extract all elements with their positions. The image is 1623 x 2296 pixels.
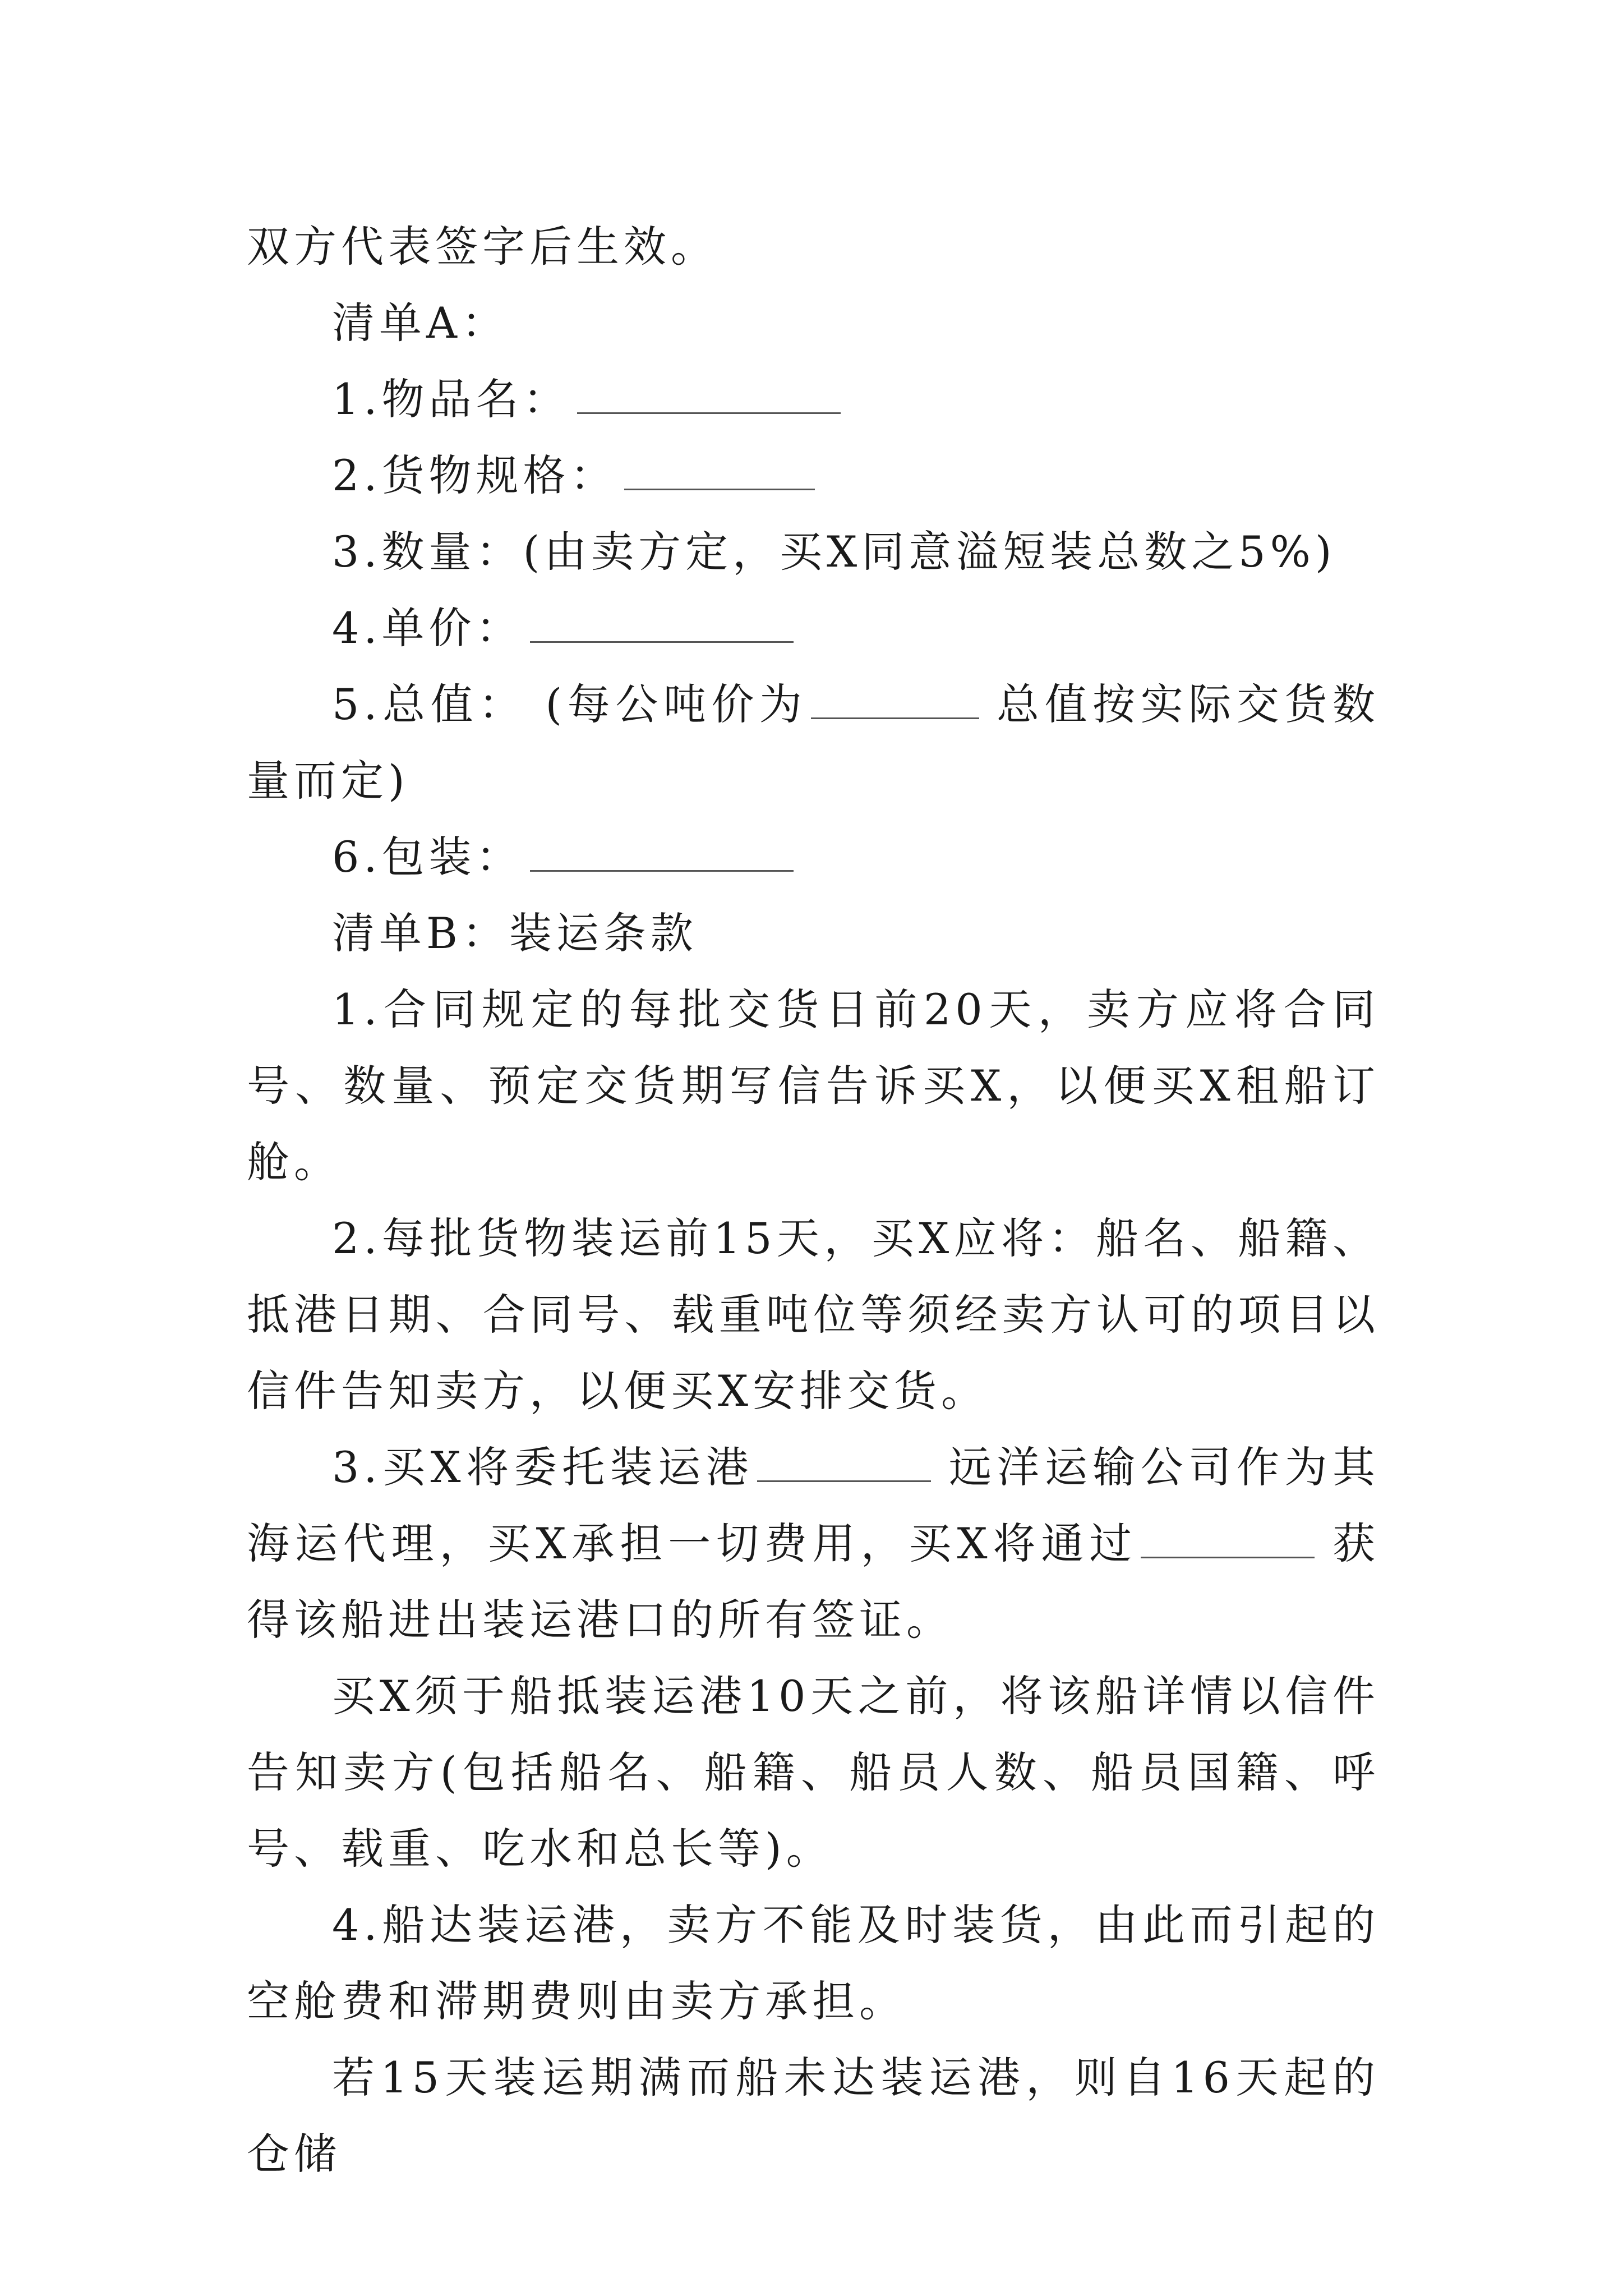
item-a6 (247, 819, 1380, 895)
list-a-title: 清单A： (332, 298, 509, 348)
item-a1-label: 1.物品名： (332, 374, 570, 424)
item-a4 (247, 590, 1380, 666)
item-a1 (247, 361, 1380, 438)
clause-b2: 2.每批货物装运前15天，买X应将：船名、船籍、抵港日期、合同号、载重吨位等须经卖方认可的项目以信件告知卖方，以便买X安排交货。 (247, 1213, 1380, 1416)
unit-price-blank (530, 608, 794, 643)
item-a5 (247, 666, 1380, 819)
clause-b3-mid: 远洋运输公司作为其海运代理，买X承担一切费用，买X将通过 (247, 1442, 1380, 1568)
item-a2-label: 2.货物规格： (332, 450, 617, 500)
list-b-title: 清单B：装运条款 (332, 908, 698, 958)
item-a6-label: 6.包装： (332, 832, 523, 882)
item-a3: 3.数量：(由卖方定，买X同意溢短装总数之5%) (332, 527, 1336, 577)
clause-b3-pre: 3.买X将委托装运港 (332, 1442, 754, 1492)
paragraph-effective-clause: 双方代表签字后生效。 (247, 222, 718, 272)
item-a2 (247, 438, 1380, 514)
document-body (247, 209, 1380, 2192)
item-name-blank (577, 379, 841, 414)
clause-b3-note: 买X须于船抵装运港10天之前，将该船详情以信件告知卖方(包括船名、船籍、船员人数、船员国籍、呼号、载重、吃水和总长等)。 (247, 1671, 1380, 1874)
packing-blank (530, 836, 794, 872)
item-a4-label: 4.单价： (332, 603, 523, 653)
price-per-ton-blank (811, 684, 979, 719)
loading-port-blank (757, 1447, 931, 1482)
clause-b1: 1.合同规定的每批交货日前20天，卖方应将合同号、数量、预定交货期写信告诉买X，以便买X租船订舱。 (247, 984, 1380, 1187)
clause-b3-post: 获得该船进出装运港口的所有签证。 (247, 1519, 1380, 1645)
visa-agent-blank (1141, 1523, 1315, 1558)
clause-b5: 若15天装运期满而船未达装运港，则自16天起的仓储 (247, 2053, 1380, 2179)
clause-b4: 4.船达装运港，卖方不能及时装货，由此而引起的空舱费和滞期费则由卖方承担。 (247, 1900, 1380, 2026)
spec-blank (624, 455, 815, 490)
clause-b3 (247, 1429, 1380, 1658)
item-a5-post: 总值按实际交货数量而定) (247, 679, 1380, 806)
item-a5-pre: 5.总值： (每公吨价为 (332, 679, 808, 729)
